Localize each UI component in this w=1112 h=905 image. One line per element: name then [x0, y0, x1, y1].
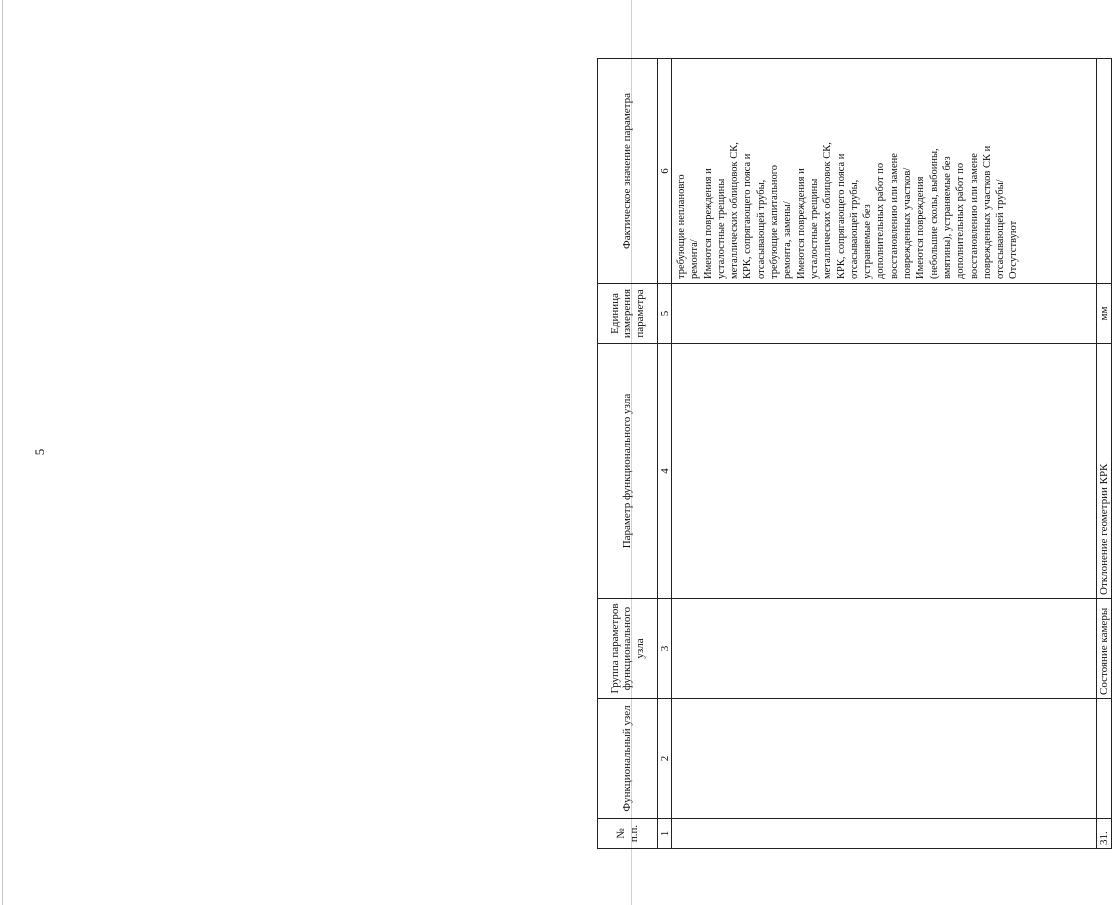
header-value: Фактическое значение параметра: [598, 59, 658, 284]
value-line: устраняемые без: [862, 204, 874, 279]
value-cell: [672, 59, 1097, 284]
header-group: Группа параметров функционального узла: [598, 599, 658, 699]
value-line: (небольшие сколы, выбоины,: [928, 148, 940, 279]
header-parameter: Параметр функционального узла: [598, 344, 658, 599]
column-number: 6: [658, 59, 672, 284]
column-number: 2: [658, 699, 672, 819]
value-line: КРК, сопрягающего пояса и: [835, 153, 847, 279]
row-value: [1097, 59, 1112, 284]
value-line: металлических облицовок СК,: [822, 142, 834, 279]
cell-empty: [672, 284, 1097, 344]
column-numbers-row: [658, 59, 672, 849]
cell-empty: [672, 599, 1097, 699]
value-line: Отсутствуют: [1008, 220, 1020, 279]
value-line: ремонта/: [689, 239, 701, 279]
scan-edge-left: [2, 0, 3, 905]
row-parameter: Отклонение геометрии КРК: [1097, 344, 1112, 599]
value-line: отсасывающей трубы/: [995, 179, 1007, 279]
cell-empty: [672, 344, 1097, 599]
value-line: усталостные трещины: [808, 178, 820, 279]
value-line: поврежденных участков СК и: [981, 145, 993, 279]
value-line: восстановлению или замене: [968, 153, 980, 279]
value-line: требующие капитального: [769, 164, 781, 279]
value-line: Имеются повреждения и: [702, 168, 714, 279]
column-number: 4: [658, 344, 672, 599]
value-line: поврежденных участков/: [902, 167, 914, 279]
row-node: [1097, 699, 1112, 819]
value-line: Имеются повреждения и: [795, 168, 807, 279]
row-number: 31.: [1097, 819, 1112, 849]
value-line: КРК, сопрягающего пояса и: [742, 153, 754, 279]
cell-empty: [672, 819, 1097, 849]
value-line: дополнительных работ по: [955, 162, 967, 279]
column-number: 3: [658, 599, 672, 699]
value-line: вмятины), устраняемые без: [941, 156, 953, 279]
value-line: усталостные трещины: [715, 178, 727, 279]
header-num: № п.п.: [598, 819, 658, 849]
value-line: металлических облицовок СК,: [729, 142, 741, 279]
value-line: ремонта, замены/: [782, 201, 794, 279]
value-line: дополнительных работ по: [875, 162, 887, 279]
value-line: отсасывающей трубы,: [848, 179, 860, 279]
value-line: требующие неплановго: [676, 174, 687, 279]
header-unit: Единица измерения параметра: [598, 284, 658, 344]
cell-empty: [672, 699, 1097, 819]
row-unit: мм: [1097, 284, 1112, 344]
value-line: восстановлению или замене: [888, 153, 900, 279]
header-node: Функциональный узел: [598, 699, 658, 819]
value-line: Имеются повреждения: [915, 176, 927, 279]
column-number: 1: [658, 819, 672, 849]
row-31: [1097, 59, 1112, 849]
parameters-table: [597, 59, 1112, 849]
continued-row: [672, 59, 1097, 849]
value-line: отсасывающей трубы,: [755, 179, 767, 279]
page-number: 5: [32, 448, 47, 456]
row-group: Состояние камеры: [1097, 599, 1112, 699]
column-number: 5: [658, 284, 672, 344]
header-row: [598, 59, 658, 849]
